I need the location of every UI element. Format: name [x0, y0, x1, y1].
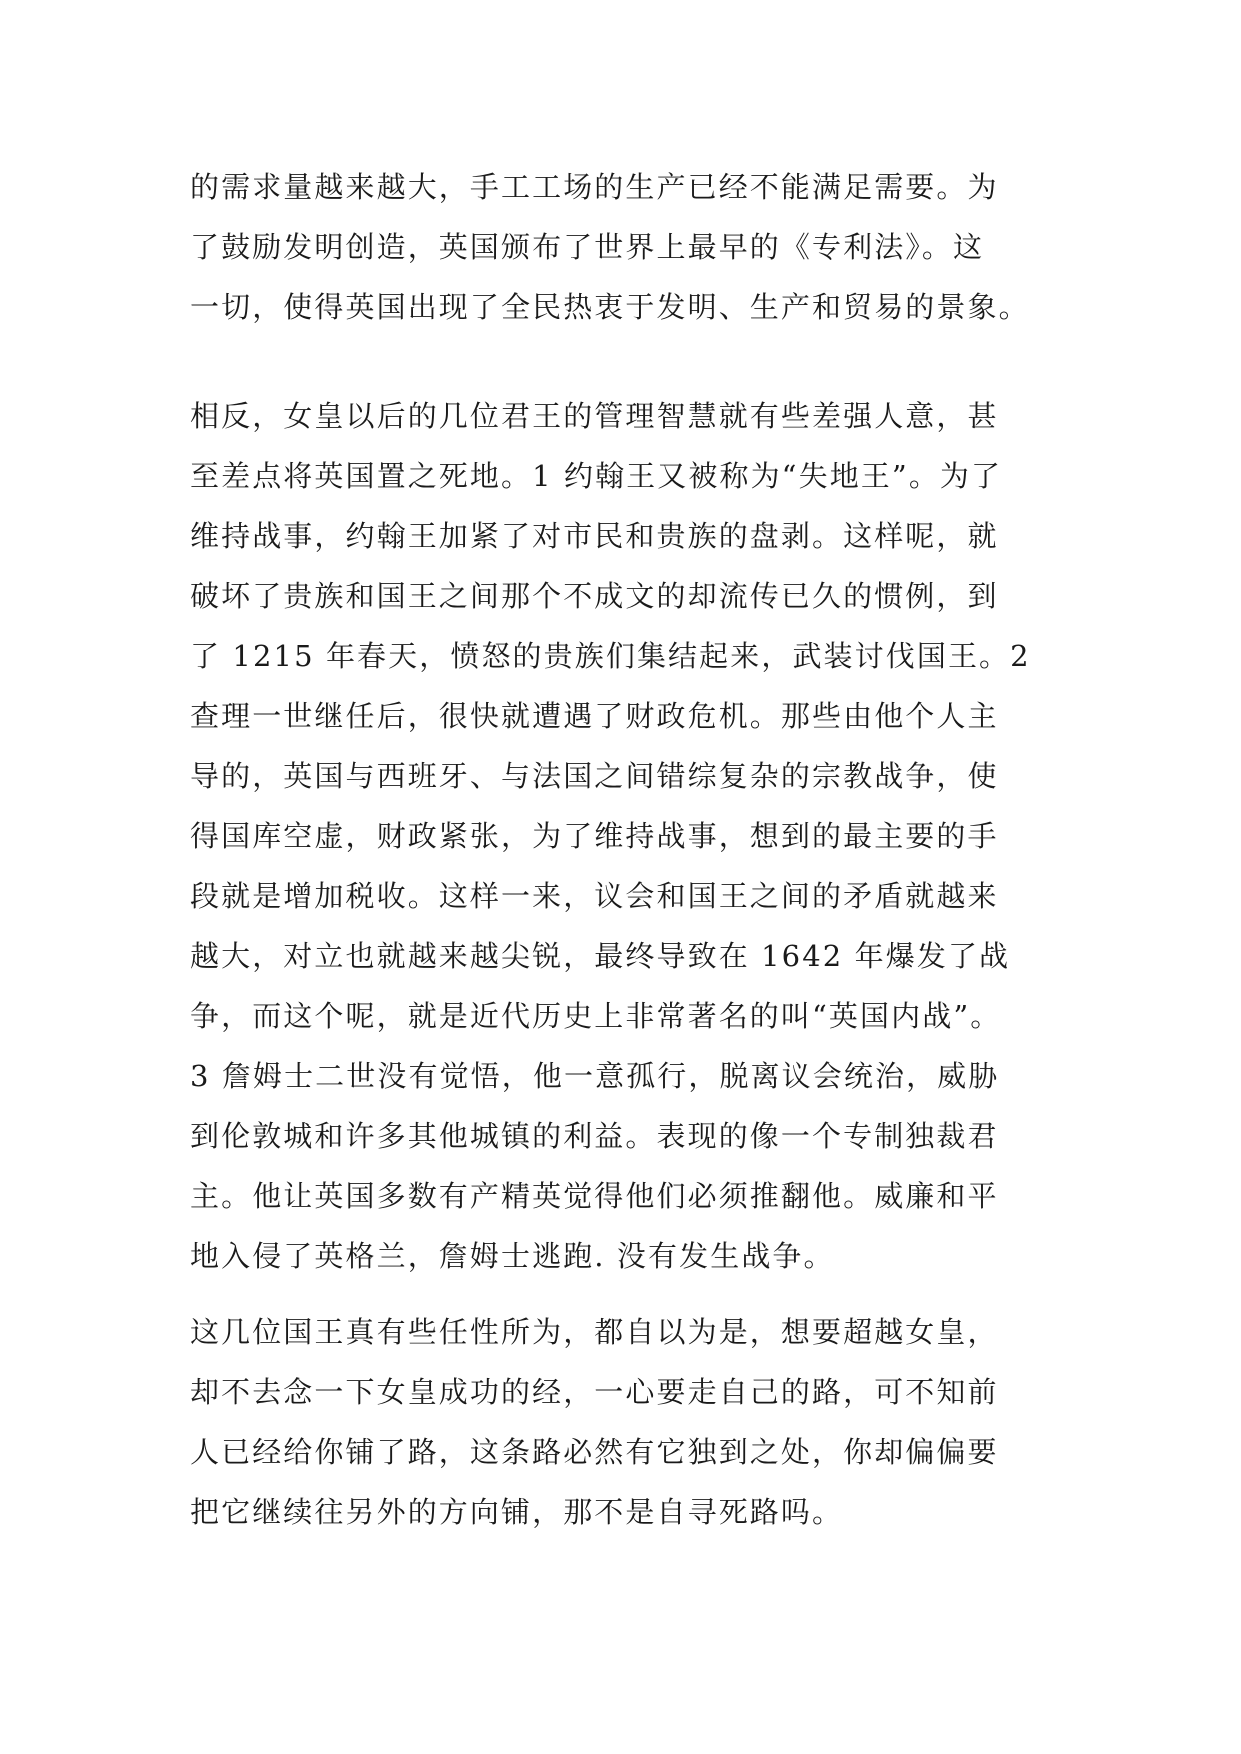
text-line: 查理一世继任后，很快就遭遇了财政危机。那些由他个人主: [190, 699, 999, 733]
paragraph: [190, 157, 1070, 337]
text-line: 争，而这个呢，就是近代历史上非常著名的叫“英国内战”。: [190, 999, 1002, 1033]
paragraph: [190, 1302, 1070, 1542]
text-line: 得国库空虚，财政紧张，为了维持战事，想到的最主要的手: [190, 819, 999, 853]
text-line: 一切，使得英国出现了全民热衷于发明、生产和贸易的景象。: [190, 290, 1030, 324]
text-line: 3 詹姆士二世没有觉悟，他一意孤行，脱离议会统治，威胁: [190, 1059, 1000, 1093]
text-line: 导的，英国与西班牙、与法国之间错综复杂的宗教战争，使: [190, 759, 999, 793]
text-line: 段就是增加税收。这样一来，议会和国王之间的矛盾就越来: [190, 879, 999, 913]
text-line: 人已经给你铺了路，这条路必然有它独到之处，你却偏偏要: [190, 1435, 999, 1469]
text-line: 至差点将英国置之死地。1 约翰王又被称为“失地王”。为了: [190, 459, 1003, 493]
text-line: 越大，对立也就越来越尖锐，最终导致在 1642 年爆发了战: [190, 939, 1011, 973]
text-line: 主。他让英国多数有产精英觉得他们必须推翻他。威廉和平: [190, 1179, 999, 1213]
text-line: 了鼓励发明创造，英国颁布了世界上最早的《专利法》。这: [190, 230, 985, 264]
text-line: 了 1215 年春天，愤怒的贵族们集结起来，武装讨伐国王。2: [190, 639, 1031, 673]
text-line: 破坏了贵族和国王之间那个不成文的却流传已久的惯例，到: [190, 579, 999, 613]
text-line: 相反，女皇以后的几位君王的管理智慧就有些差强人意，甚: [190, 399, 999, 433]
text-line: 地入侵了英格兰，詹姆士逃跑. 没有发生战争。: [190, 1239, 835, 1273]
text-line: 却不去念一下女皇成功的经，一心要走自己的路，可不知前: [190, 1375, 999, 1409]
text-line: 这几位国王真有些任性所为，都自以为是，想要超越女皇，: [190, 1315, 999, 1349]
paragraph: [190, 386, 1070, 1286]
text-line: 的需求量越来越大，手工工场的生产已经不能满足需要。为: [190, 170, 999, 204]
text-line: 到伦敦城和许多其他城镇的利益。表现的像一个专制独裁君: [190, 1119, 999, 1153]
text-line: 维持战事，约翰王加紧了对市民和贵族的盘剥。这样呢，就: [190, 519, 999, 553]
text-line: 把它继续往另外的方向铺，那不是自寻死路吗。: [190, 1495, 844, 1529]
